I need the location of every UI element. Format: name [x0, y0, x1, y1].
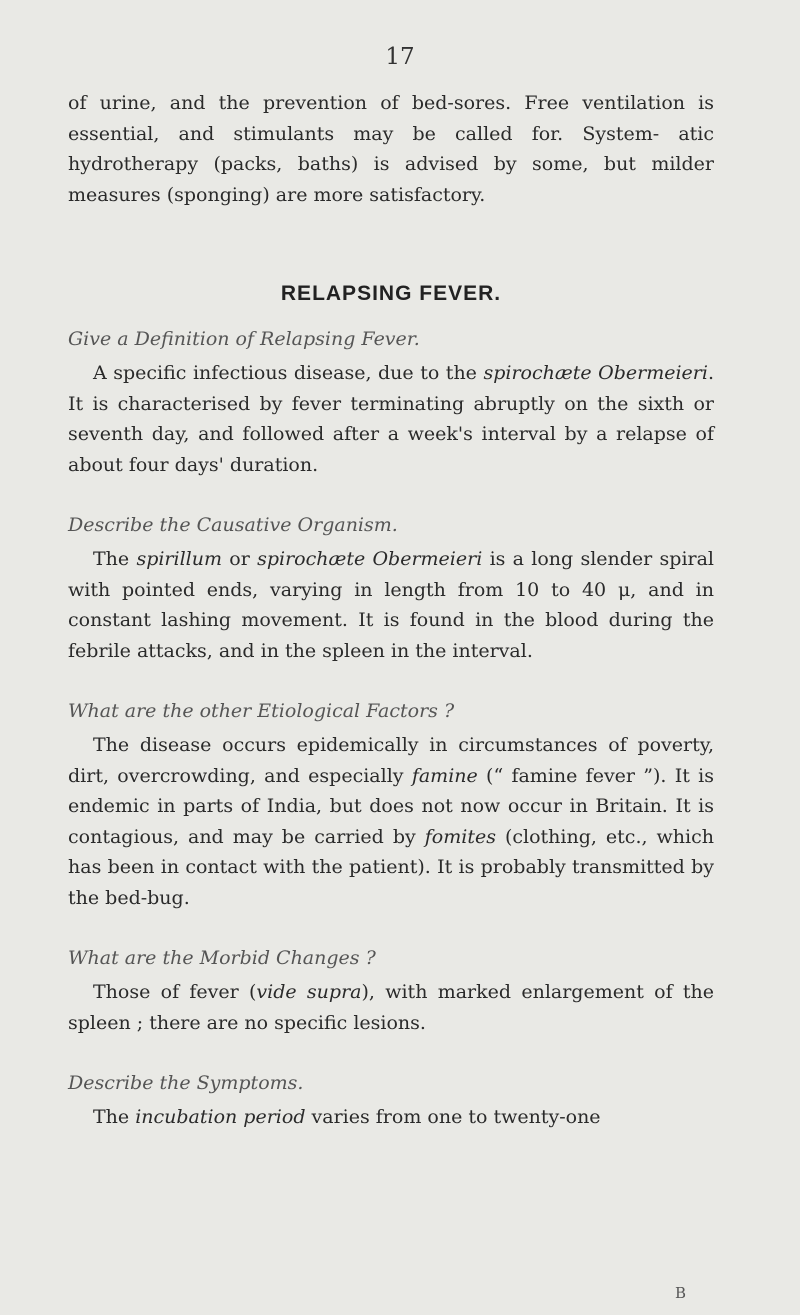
italic-term: vide supra	[256, 981, 362, 1003]
answer-paragraph	[68, 544, 714, 666]
text-run: or	[222, 548, 258, 570]
italic-term: incubation period	[135, 1106, 306, 1128]
question-heading: Describe the Symptoms.	[68, 1072, 304, 1094]
answer-paragraph	[68, 1102, 714, 1133]
answer-paragraph	[68, 730, 714, 913]
answer-paragraph	[68, 358, 714, 480]
text-run: The	[93, 1106, 136, 1128]
text-run: The disease occurs epidemically in circumstances of poverty, dirt, overcrowding, and especially	[68, 734, 714, 787]
italic-term: spirochæte Obermeieri	[257, 548, 483, 570]
section-causative-organism	[68, 510, 714, 666]
text-run: varies from one to twenty-one	[305, 1106, 601, 1128]
section-definition	[68, 324, 714, 480]
text-run: The	[93, 548, 137, 570]
text-run: ), with marked enlargement of the spleen ; there are no specific lesions.	[68, 981, 714, 1034]
section-morbid-changes	[68, 943, 714, 1038]
intro-paragraph: of urine, and the prevention of bed-sores. Free ventilation is essential, and stimulants may be called for. System- atic hydrotherapy (packs, baths) is advised by some, but milder measures (sponging) are more satisfactory.	[68, 92, 714, 206]
chapter-heading: RELAPSING FEVER.	[280, 282, 502, 305]
italic-term: famine	[411, 764, 478, 787]
text-run: (“ famine fever ”). It is endemic in parts of India, but does not now occur in Britain. It is contagious, and may be carried by	[68, 764, 714, 848]
italic-term: fomites	[424, 825, 496, 848]
text-run: is a long slender spiral with pointed ends, varying in length from 10 to 40 μ, and in constant lashing movement. It is found in the blood during the febrile attacks, and in the spleen in the interval.	[68, 548, 715, 662]
text-run: . It is characterised by fever terminating abruptly on the sixth or seventh day, and followed after a week's interval by a relapse of about four days' duration.	[68, 362, 714, 476]
question-heading: What are the other Etiological Factors ?	[68, 700, 455, 722]
text-run: Those of fever (	[93, 981, 257, 1003]
signature-mark: B	[675, 1284, 687, 1302]
text-run: (clothing, etc., which has been in contact with the patient). It is probably transmitted by the bed-bug.	[68, 825, 714, 909]
answer-paragraph	[68, 977, 714, 1038]
question-heading: What are the Morbid Changes ?	[68, 947, 376, 969]
section-etiological-factors	[68, 696, 714, 913]
text-run: A specific infectious disease, due to the	[93, 362, 484, 384]
question-heading: Describe the Causative Organism.	[68, 514, 398, 536]
italic-term: spirillum	[136, 548, 222, 570]
section-symptoms	[68, 1068, 714, 1133]
page-number: 17	[385, 44, 415, 70]
italic-term: spirochæte Obermeieri	[483, 362, 708, 384]
question-heading: Give a Definition of Relapsing Fever.	[68, 328, 420, 350]
